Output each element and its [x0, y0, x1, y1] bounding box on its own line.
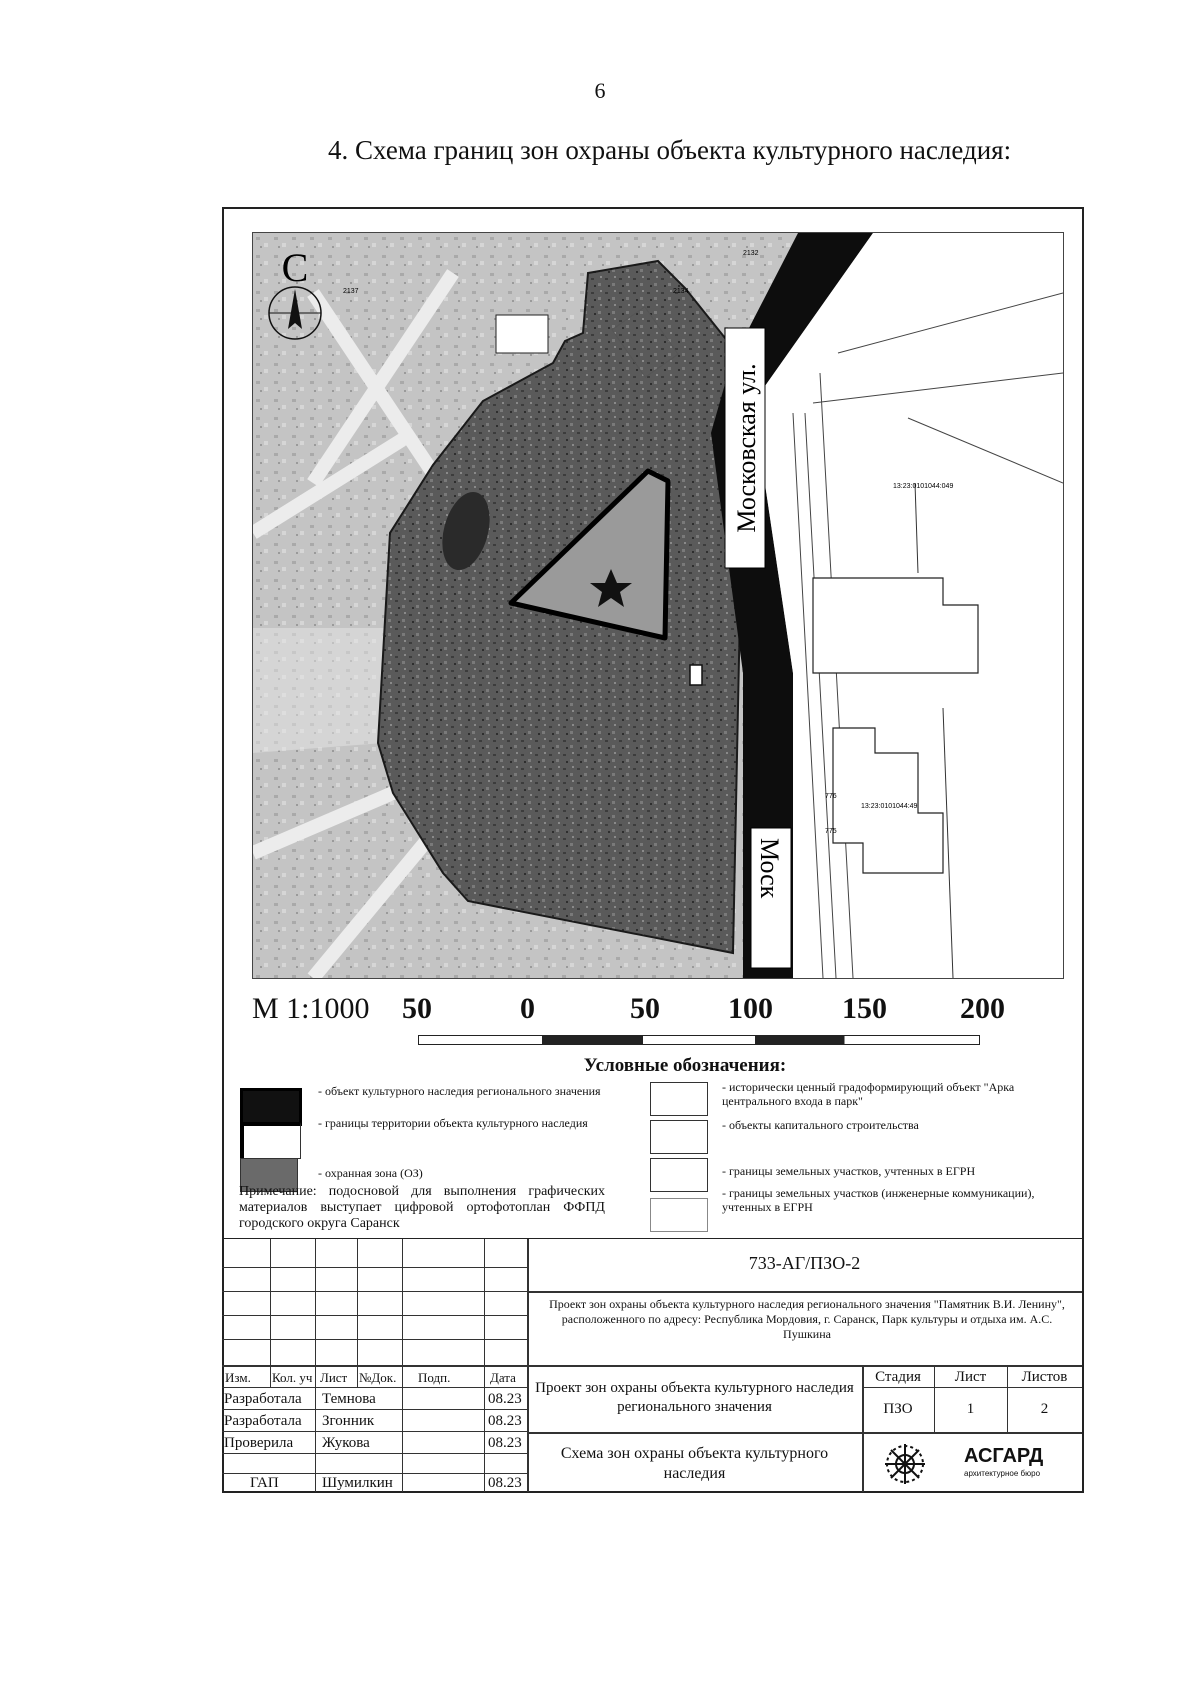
row-date: 08.23 [488, 1413, 522, 1429]
legend-utilities-text: - границы земельных участков (инженерные коммуникации), учтенных в ЕГРН [722, 1186, 1035, 1214]
legend-zone-text: - охранная зона (ОЗ) [318, 1166, 423, 1180]
point-label: 2137 [343, 288, 359, 295]
sheet-value: 1 [966, 1401, 975, 1417]
legend-note: Примечание: подосновой для выполнения графических материалов выступает цифровой ортофотоплан ФФПД городского округа Саранск [239, 1184, 605, 1231]
row-name: Темнова [322, 1391, 376, 1407]
legend-title: Условные обозначения: [583, 1055, 787, 1076]
drawing-title: Схема зон охраны объекта культурного наследия [560, 1445, 829, 1482]
legend-swatch-heritage [240, 1088, 302, 1126]
page-number: 6 [594, 78, 606, 103]
legend-swatch-parcels [650, 1158, 708, 1192]
scale-tick: 100 [728, 992, 773, 1025]
street-name-text: Московская ул. [732, 363, 761, 533]
scale-tick: 150 [842, 992, 887, 1025]
row-date: 08.23 [488, 1435, 522, 1451]
scale-tick: 50 [630, 992, 660, 1025]
sheets-value: 2 [1040, 1401, 1049, 1417]
map-svg [253, 233, 1063, 978]
project-title: Проект зон охраны объекта культурного наследия регионального значения [535, 1380, 854, 1415]
sheet-header: Лист [954, 1369, 987, 1385]
asgard-logo [882, 1441, 1072, 1487]
row-role: Разработала [224, 1413, 302, 1429]
legend-buildings-text: - объекты капитального строительства [722, 1118, 919, 1132]
point-label: 2132 [743, 250, 759, 257]
scale-bar [252, 992, 1062, 1032]
project-description: Проект зон охраны объекта культурного наследия регионального значения "Памятник В.И. Ленину", расположенного по адресу: Республика Мордовия, г. Саранск, Парк культуры и отдыха им. А.С. Пушкина [549, 1297, 1065, 1341]
point-label: 776 [825, 793, 837, 800]
point-label: 775 [825, 828, 837, 835]
scale-label: М 1:1000 [252, 992, 370, 1025]
row-name: Жукова [322, 1435, 370, 1451]
row-role: ГАП [250, 1475, 279, 1491]
legend-swatch-buildings [650, 1120, 708, 1154]
row-name: Шумилкин [322, 1475, 393, 1491]
document-code: 733-АГ/ПЗО-2 [748, 1253, 861, 1273]
legend-swatch-arch [650, 1082, 708, 1116]
legend-parcels-text: - границы земельных участков, учтенных в ЕГРН [722, 1164, 976, 1178]
protection-zone-map [252, 232, 1064, 979]
header-podp: Подп. [418, 1370, 451, 1385]
legend-territory-text: - границы территории объекта культурного наследия [318, 1116, 588, 1130]
logo-subtitle: архитектурное бюро [964, 1469, 1041, 1478]
scale-tick: 50 [402, 992, 432, 1025]
arch-object [690, 665, 702, 685]
street-label-partial [751, 828, 791, 968]
row-name: Згонник [322, 1413, 375, 1429]
legend-heritage-text: - объект культурного наследия регионального значения [318, 1084, 601, 1098]
legend-arch-text: - исторически ценный градоформирующий объект "Арка центрального входа в парк" [722, 1080, 1015, 1108]
row-date: 08.23 [488, 1391, 522, 1407]
scale-ruler [418, 1035, 980, 1045]
legend-swatch-utilities [650, 1198, 708, 1232]
stage-header: Стадия [875, 1369, 921, 1385]
header-ndok: №Док. [359, 1370, 397, 1385]
row-date: 08.23 [488, 1475, 522, 1491]
row-role: Разработала [224, 1391, 302, 1407]
header-list: Лист [320, 1370, 348, 1385]
scale-tick: 0 [520, 992, 535, 1025]
street-name-partial-text: Моск [755, 838, 784, 899]
sheets-header: Листов [1021, 1369, 1068, 1385]
north-label: С [281, 245, 309, 290]
section-heading: 4. Схема границ зон охраны объекта культурного наследия: [328, 135, 1012, 165]
logo-text: АСГАРД [964, 1445, 1044, 1467]
legend-swatch-territory [240, 1122, 301, 1159]
parcel-id-2: 13:23:0101044:49 [861, 803, 918, 810]
header-date: Дата [490, 1370, 516, 1385]
stage-value: ПЗО [883, 1401, 913, 1417]
point-label: 2134 [673, 288, 689, 295]
header-izm: Изм. [225, 1370, 251, 1385]
asgard-logo-icon [882, 1441, 928, 1487]
title-block [222, 1238, 1082, 1492]
parcel-id-1: 13:23:0101044:049 [893, 483, 954, 490]
header-kolvo: Кол. уч [272, 1370, 313, 1385]
row-role: Проверила [224, 1435, 294, 1451]
scale-tick: 200 [960, 992, 1005, 1025]
street-label-main [725, 328, 765, 568]
